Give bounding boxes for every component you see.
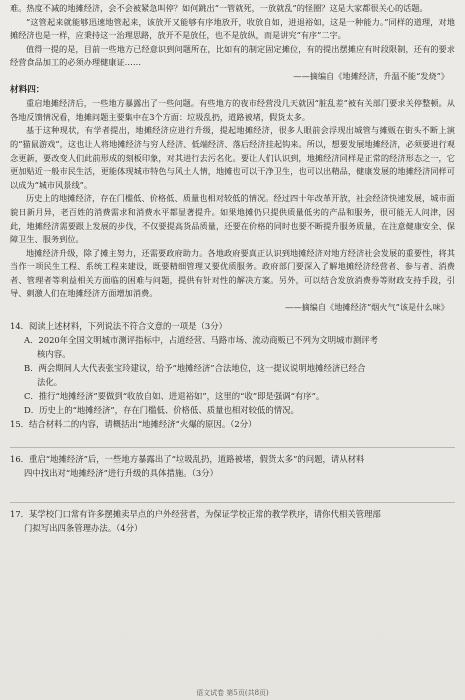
answer-divider-15 <box>10 447 455 448</box>
answer-divider-16 <box>10 502 455 503</box>
source-citation-4: ——摘编自《地摊经济“烟火气”该是什么味》 <box>285 302 449 313</box>
paragraph-local-measures: 值得一提的是，目前一些地方已经意识到问题所在，比如有的制定固定摊位，有的提出摆摊应有时段限制，还有的要求经营食品加工的必须办理健康证…… <box>10 43 455 68</box>
question-17-line-1: 17．某学校门口常有许多摆摊卖早点的户外经营者，为保证学校正常的教学秩序，请你代相关管理部 <box>10 508 381 519</box>
question-16-line-2: 四中找出对“地摊经济”进行升级的具体措施。（3分） <box>24 467 218 478</box>
question-14-option-c: C．推行“地摊经济”要做到“收放自如、进退裕如”，这里的“收”即是强调“有序”。 <box>24 390 325 401</box>
material-four-para-3: 历史上的地摊经济，存在门槛低、价格低、质量也相对较低的情况。经过四十年改革开放，社会经济快速发展，城市面貌日新月异，老百姓的消费需求和消费水平都显著提升。如果地摊仍只提供质量低劣的产品和服务，很可能无人问津，因此，地摊经济需要跟上发展的步伐，不仅要提高货品质量，还要在价格的同时也要不断提升服务质量，在注意健康安全、保障卫生、服务到位。 <box>10 193 455 245</box>
paragraph-quote: “这管起来就能够迅速地管起来，该放开又能够有序地放开，收放自如，进退裕如，这是一种能力。”同样的道理，对地摊经济也是一样，应秉持这一治理思路，放开不是放任，也不是放纵，而是讲究“有序”二字。 <box>10 16 455 41</box>
question-16-line-1: 16．重启“地摊经济”后，一些地方暴露出了“垃圾乱扔，道路被堵，假货太多”的问题，请从材料 <box>10 453 365 464</box>
question-14-stem: 14．阅读上述材料，下列说法不符合文意的一项是（3分） <box>10 320 227 331</box>
question-15: 15．结合材料二的内容，请概括出“地摊经济”火爆的原因。（2分） <box>10 418 257 429</box>
question-14-option-a: A．2020年全国文明城市测评指标中，占道经营、马路市场、流动商贩已不列为文明城市测评考 <box>24 334 378 345</box>
material-four-para-2: 基于这种现状，有学者提出，地摊经济应进行升级，提起地摊经济，很多人眼前会浮现出城管与摊贩在街头不断上演的“猫鼠游戏”，这也让人将地摊经济与穷人经济、低端经济、落后经济挂起钩来。所以，想要发展地摊经济，必须要进行观念更新，要改变人们此前形成的刻板印象，对其进行去污名化。要让人们认识到，地摊经济同样是正常的经济形态之一，它更加贴近一般市民生活，更能体现城市特色与风土人情，地摊也可以干净卫生，也可以出精品，健康发展的地摊经济同样可以成为“城市风景线”。 <box>10 125 455 190</box>
paragraph-intro-continuation: 难。热度不减的地摊经济，会不会被紧急叫停？如何跳出“一管就死，一放就乱”的怪圈？这是大家都很关心的话题。 <box>10 3 428 13</box>
material-four-para-4: 地摊经济升级，除了摊主努力，还需要政府助力。各地政府要真正认识到地摊经济对地方经济社会发展的重要性，将其当作一项民生工程、系统工程来建设，既要精细管理又要优质服务。政府部门要深入了解地摊经济经营者、参与者、消费者、管理者等利益相关方面临的困难与问题，提供有针对性的解决方案。另外，可以结合发放消费券等财政支持手段，引导、刺激人们在地摊经济方面增加消费。 <box>10 247 455 299</box>
question-14-option-d: D．历史上的“地摊经济”，存在门槛低、价格低、质量也相对较低的情况。 <box>24 404 299 415</box>
page-footer: 语文试卷 第5页(共8页) <box>196 689 269 697</box>
question-14-option-b-cont: 法化。 <box>37 376 63 387</box>
question-14-option-a-cont: 核内容。 <box>37 348 71 359</box>
material-four-heading: 材料四： <box>10 84 45 95</box>
source-citation-3: ——摘编自《地摊经济，升温不能“发烧”》 <box>293 70 449 81</box>
question-17-line-2: 门拟写出四条管理办法。（4分） <box>24 522 143 533</box>
question-14-option-b: B．两会期间人大代表张宝玲建议，给予“地摊经济”合法地位，这一提议说明地摊经济已经合 <box>24 362 366 373</box>
material-four-para-1: 重启地摊经济后，一些地方暴露出了一些问题。有些地方的夜市经营没几天就因“脏乱差”被有关部门要求关停整顿。从各地反馈情况看，地摊问题主要集中在3个方面：垃圾乱扔，道路被堵，假货太多。 <box>10 98 455 122</box>
